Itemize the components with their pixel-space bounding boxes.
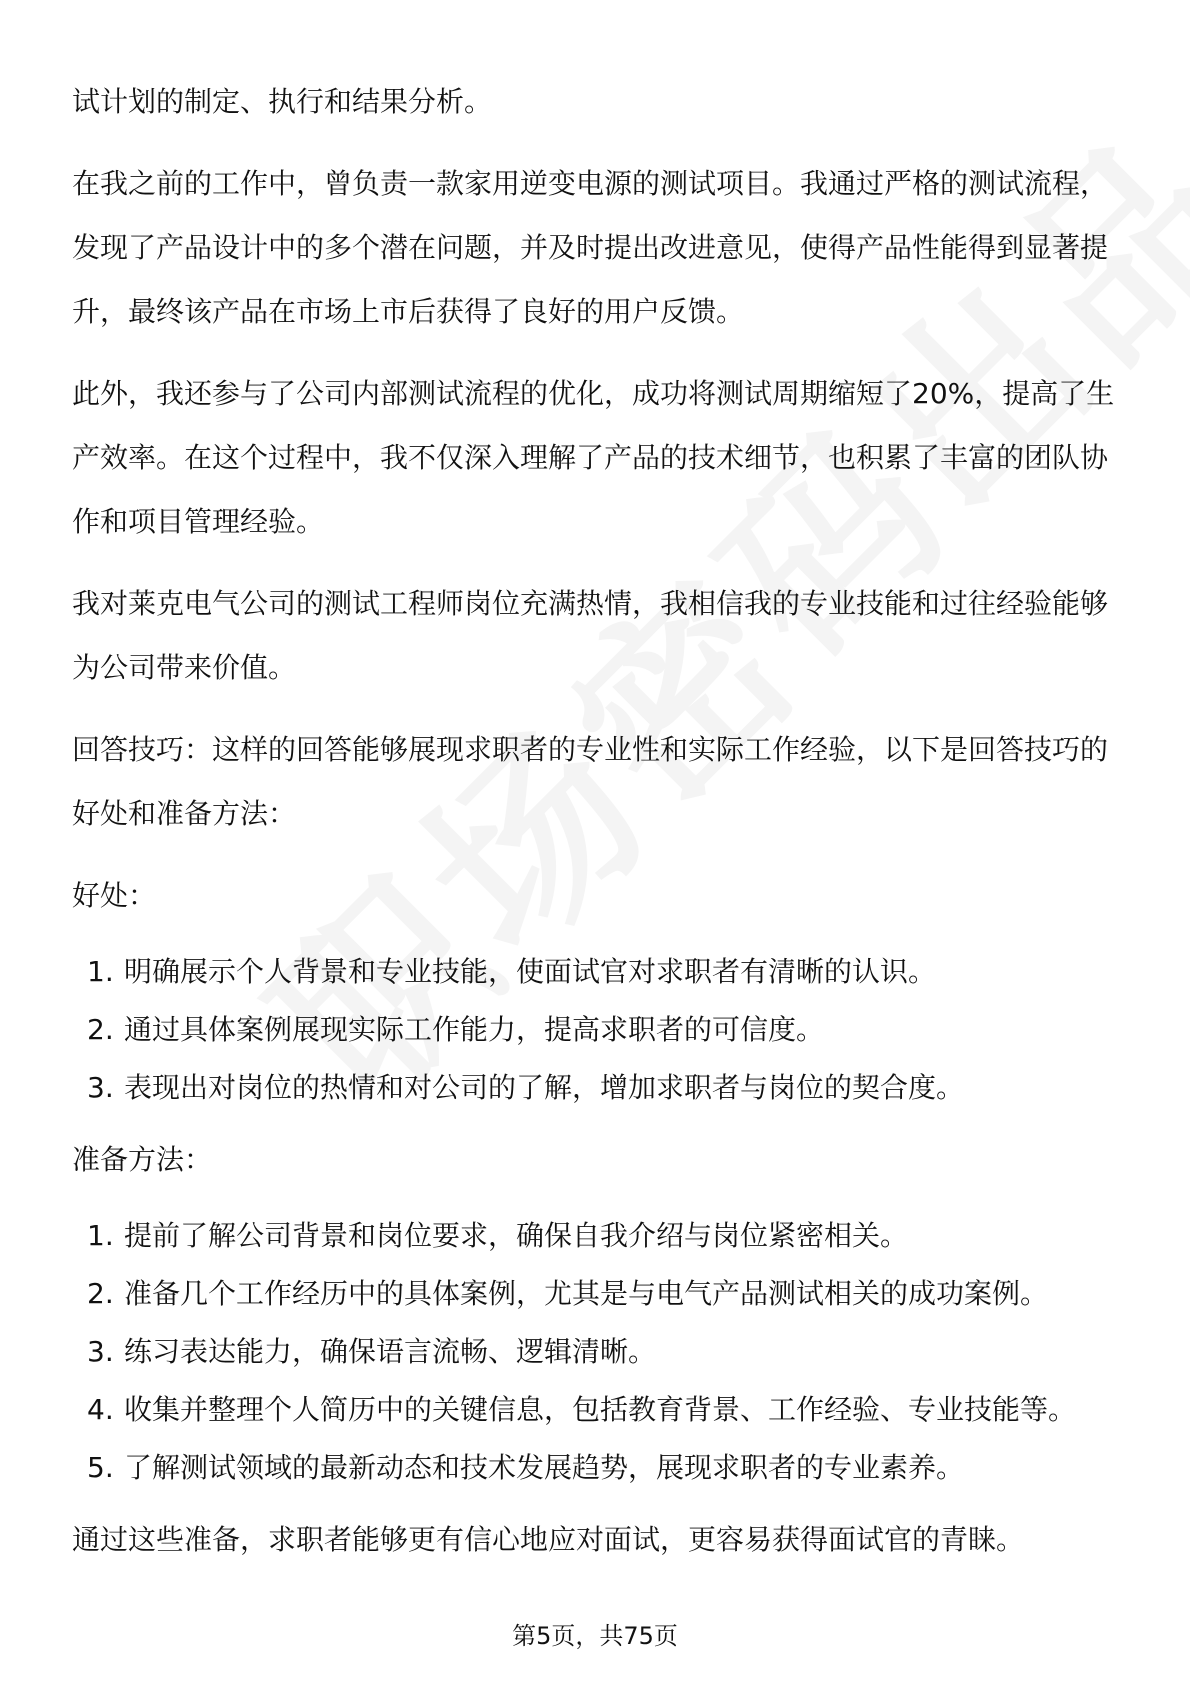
list-number: 2. <box>87 1277 114 1310</box>
list-number: 1. <box>87 955 114 988</box>
conclusion-paragraph: 通过这些准备，求职者能够更有信心地应对面试，更容易获得面试官的青睐。 <box>72 1523 1025 1556</box>
list-item-text: 练习表达能力，确保语言流畅、逻辑清晰。 <box>124 1335 657 1368</box>
list-number: 5. <box>87 1451 114 1484</box>
list-number: 3. <box>87 1335 114 1368</box>
list-item <box>72 1390 1122 1430</box>
list-item-text: 了解测试领域的最新动态和技术发展趋势，展现求职者的专业素养。 <box>124 1451 965 1484</box>
preparation-heading: 准备方法： <box>72 1143 213 1176</box>
list-item <box>72 1216 1122 1256</box>
list-item-text: 表现出对岗位的热情和对公司的了解，增加求职者与岗位的契合度。 <box>124 1071 965 1104</box>
list-item <box>72 952 1122 992</box>
list-number: 1. <box>87 1219 114 1252</box>
document-body <box>72 70 1122 1590</box>
list-item <box>72 1010 1122 1050</box>
list-item-text: 提前了解公司背景和岗位要求，确保自我介绍与岗位紧密相关。 <box>124 1219 909 1252</box>
paragraph-5: 回答技巧：这样的回答能够展现求职者的专业性和实际工作经验，以下是回答技巧的好处和准备方法： <box>72 733 1109 830</box>
page-number-footer: 第5页，共75页 <box>512 1622 678 1650</box>
list-item-text: 明确展示个人背景和专业技能，使面试官对求职者有清晰的认识。 <box>124 955 937 988</box>
list-number: 4. <box>87 1393 114 1426</box>
list-number: 3. <box>87 1071 114 1104</box>
list-item <box>72 1332 1122 1372</box>
list-item-text: 收集并整理个人简历中的关键信息，包括教育背景、工作经验、专业技能等。 <box>124 1393 1077 1426</box>
list-number: 2. <box>87 1013 114 1046</box>
preparation-list <box>72 1216 1122 1488</box>
paragraph-4: 我对莱克电气公司的测试工程师岗位充满热情，我相信我的专业技能和过往经验能够为公司带来价值。 <box>72 587 1109 684</box>
list-item-text: 准备几个工作经历中的具体案例，尤其是与电气产品测试相关的成功案例。 <box>124 1277 1049 1310</box>
list-item <box>72 1448 1122 1488</box>
paragraph-3: 此外，我还参与了公司内部测试流程的优化，成功将测试周期缩短了20%，提高了生产效率。在这个过程中，我不仅深入理解了产品的技术细节，也积累了丰富的团队协作和项目管理经验。 <box>72 377 1115 538</box>
list-item <box>72 1274 1122 1314</box>
benefits-heading: 好处： <box>72 879 157 912</box>
paragraph-2: 在我之前的工作中，曾负责一款家用逆变电源的测试项目。我通过严格的测试流程，发现了产品设计中的多个潜在问题，并及时提出改进意见，使得产品性能得到显著提升，最终该产品在市场上市后获得了良好的用户反馈。 <box>72 167 1109 328</box>
list-item-text: 通过具体案例展现实际工作能力，提高求职者的可信度。 <box>124 1013 825 1046</box>
paragraph-1: 试计划的制定、执行和结果分析。 <box>72 85 493 118</box>
benefits-list <box>72 952 1122 1108</box>
list-item <box>72 1068 1122 1108</box>
